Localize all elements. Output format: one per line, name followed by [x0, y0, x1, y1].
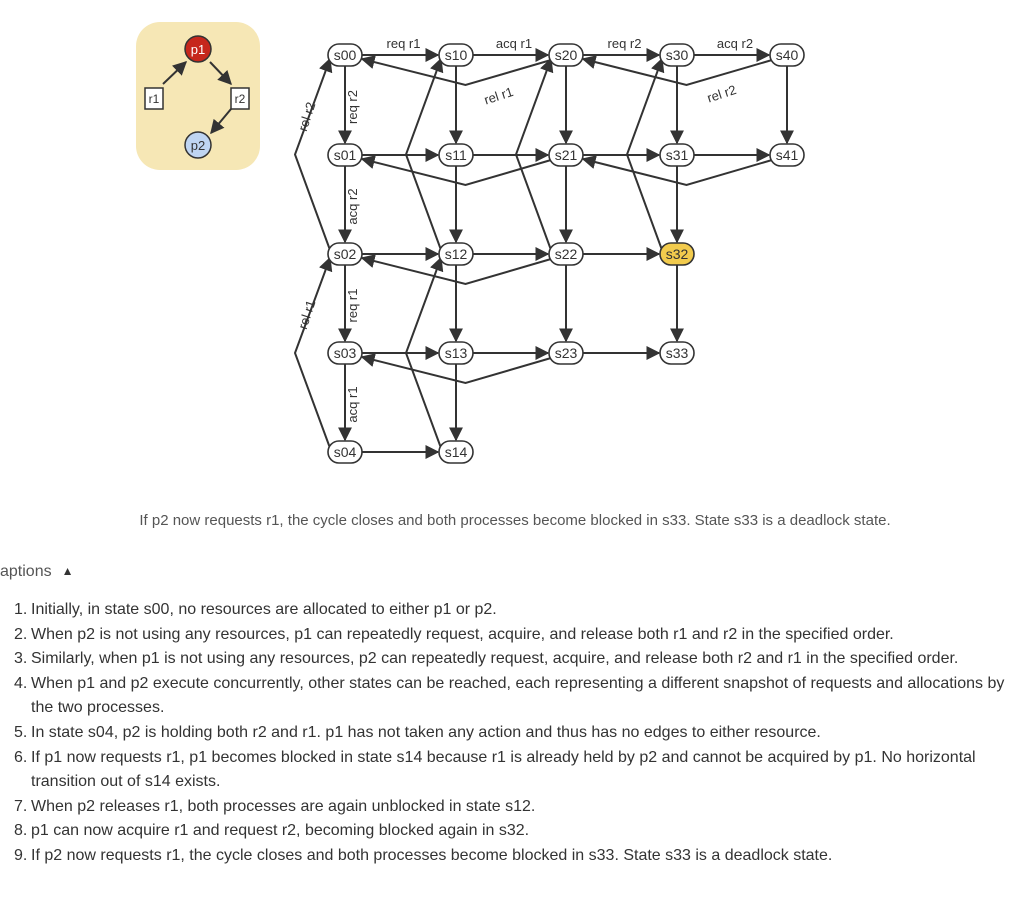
state-label: s33 — [665, 345, 689, 361]
edge-label-p2: req r2 — [345, 90, 360, 124]
captions-toggle-label: aptions — [0, 563, 52, 580]
caption-text: When p1 and p2 execute concurrently, other states can be reached, each representing a different snapshot of requests and allocations by the two processes. — [31, 674, 1005, 717]
state-node-s33 — [660, 342, 694, 364]
edge-label-p2: req r1 — [345, 288, 360, 323]
state-label: s02 — [333, 246, 357, 262]
figure-subcaption: If p2 now requests r1, the cycle closes and both processes become blocked in s33. State s33 is a deadlock state. — [139, 512, 891, 529]
state-label: s32 — [665, 246, 689, 262]
state-node-s32 — [660, 243, 694, 265]
edge-label-release: rel r1 — [295, 298, 319, 332]
caption-number: 2. — [14, 625, 28, 643]
state-label: s23 — [554, 345, 578, 361]
caption-number: 6. — [14, 748, 28, 766]
state-label: s22 — [554, 246, 578, 262]
caption-item — [14, 672, 1021, 721]
state-label: s20 — [554, 47, 578, 63]
resource-label-r1: r1 — [148, 92, 160, 106]
state-node-s13 — [439, 342, 473, 364]
state-label: s12 — [444, 246, 468, 262]
state-node-s41 — [770, 144, 804, 166]
state-label: s13 — [444, 345, 468, 361]
caption-item — [14, 795, 1021, 820]
chevron-up-icon: ▲ — [61, 564, 74, 578]
state-label: s41 — [775, 147, 799, 163]
captions-toggle[interactable] — [0, 563, 73, 581]
caption-number: 4. — [14, 674, 28, 692]
caption-item — [14, 598, 1021, 623]
release-edge — [295, 59, 330, 250]
edge-label-p1: req r1 — [386, 36, 421, 51]
state-label: s00 — [333, 47, 357, 63]
caption-number: 5. — [14, 723, 28, 741]
edge-label-p2: acq r1 — [345, 386, 360, 423]
edge-label-p1: acq r1 — [495, 36, 533, 51]
state-node-s30 — [660, 44, 694, 66]
state-node-s31 — [660, 144, 694, 166]
caption-text: Similarly, when p1 is not using any resources, p2 can repeatedly request, acquire, and release both r2 and r1 in the specified order. — [31, 650, 959, 668]
caption-number: 7. — [14, 797, 28, 815]
release-edge — [295, 258, 330, 448]
caption-text: In state s04, p2 is holding both r2 and r1. p1 has not taken any action and thus has no edges to either resource. — [31, 723, 821, 741]
caption-number: 3. — [14, 650, 28, 668]
edge-label-release: rel r2 — [705, 82, 739, 106]
caption-item — [14, 844, 1021, 869]
state-label: s04 — [333, 444, 357, 460]
state-node-s21 — [549, 144, 583, 166]
caption-text: When p2 is not using any resources, p1 can repeatedly request, acquire, and release both r1 and r2 in the specified order. — [31, 625, 894, 643]
state-node-s02 — [328, 243, 362, 265]
caption-text: If p1 now requests r1, p1 becomes blocked in state s14 because r1 is already held by p2 and cannot be acquired by p1. No horizontal transition out of s14 exists. — [31, 748, 976, 791]
caption-text: Initially, in state s00, no resources are allocated to either p1 or p2. — [31, 601, 497, 618]
state-label: s03 — [333, 345, 357, 361]
caption-number: 1. — [14, 601, 28, 618]
state-label: s40 — [775, 47, 799, 63]
state-node-s20 — [549, 44, 583, 66]
caption-item — [14, 746, 1021, 795]
state-label: s01 — [333, 147, 357, 163]
state-node-s03 — [328, 342, 362, 364]
state-label: s14 — [444, 444, 468, 460]
state-label: s11 — [445, 147, 467, 163]
caption-item — [14, 623, 1021, 648]
edge-label-release: rel r2 — [295, 100, 319, 134]
state-label: s10 — [444, 47, 468, 63]
transition-edges — [295, 55, 787, 452]
state-node-s00 — [328, 44, 362, 66]
state-node-s22 — [549, 243, 583, 265]
process-label-p2: p2 — [190, 138, 206, 153]
state-label: s21 — [554, 147, 578, 163]
state-node-s10 — [439, 44, 473, 66]
edge-label-release: rel r1 — [482, 84, 516, 108]
caption-number: 8. — [14, 822, 28, 840]
state-node-s11 — [439, 144, 473, 166]
resource-allocation-legend — [136, 22, 260, 170]
caption-number: 9. — [14, 846, 28, 864]
state-node-s01 — [328, 144, 362, 166]
caption-text: When p2 releases r1, both processes are again unblocked in state s12. — [31, 797, 536, 815]
caption-text: p1 can now acquire r1 and request r2, becoming blocked again in s32. — [31, 822, 530, 840]
state-node-s14 — [439, 441, 473, 463]
resource-label-r2: r2 — [234, 92, 246, 106]
state-node-s12 — [439, 243, 473, 265]
captions-list — [0, 598, 1021, 869]
caption-item — [14, 721, 1021, 746]
caption-item — [14, 819, 1021, 844]
state-node-s23 — [549, 342, 583, 364]
state-label: s30 — [665, 47, 689, 63]
edge-label-p1: acq r2 — [716, 36, 754, 51]
edge-label-p1: req r2 — [607, 36, 642, 51]
caption-text: If p2 now requests r1, the cycle closes and both processes become blocked in s33. State s33 is a deadlock state. — [31, 846, 833, 864]
state-label: s31 — [665, 147, 689, 163]
edge-label-p2: acq r2 — [345, 188, 360, 225]
caption-item — [14, 647, 1021, 672]
state-node-s04 — [328, 441, 362, 463]
process-label-p1: p1 — [190, 42, 206, 57]
state-node-s40 — [770, 44, 804, 66]
